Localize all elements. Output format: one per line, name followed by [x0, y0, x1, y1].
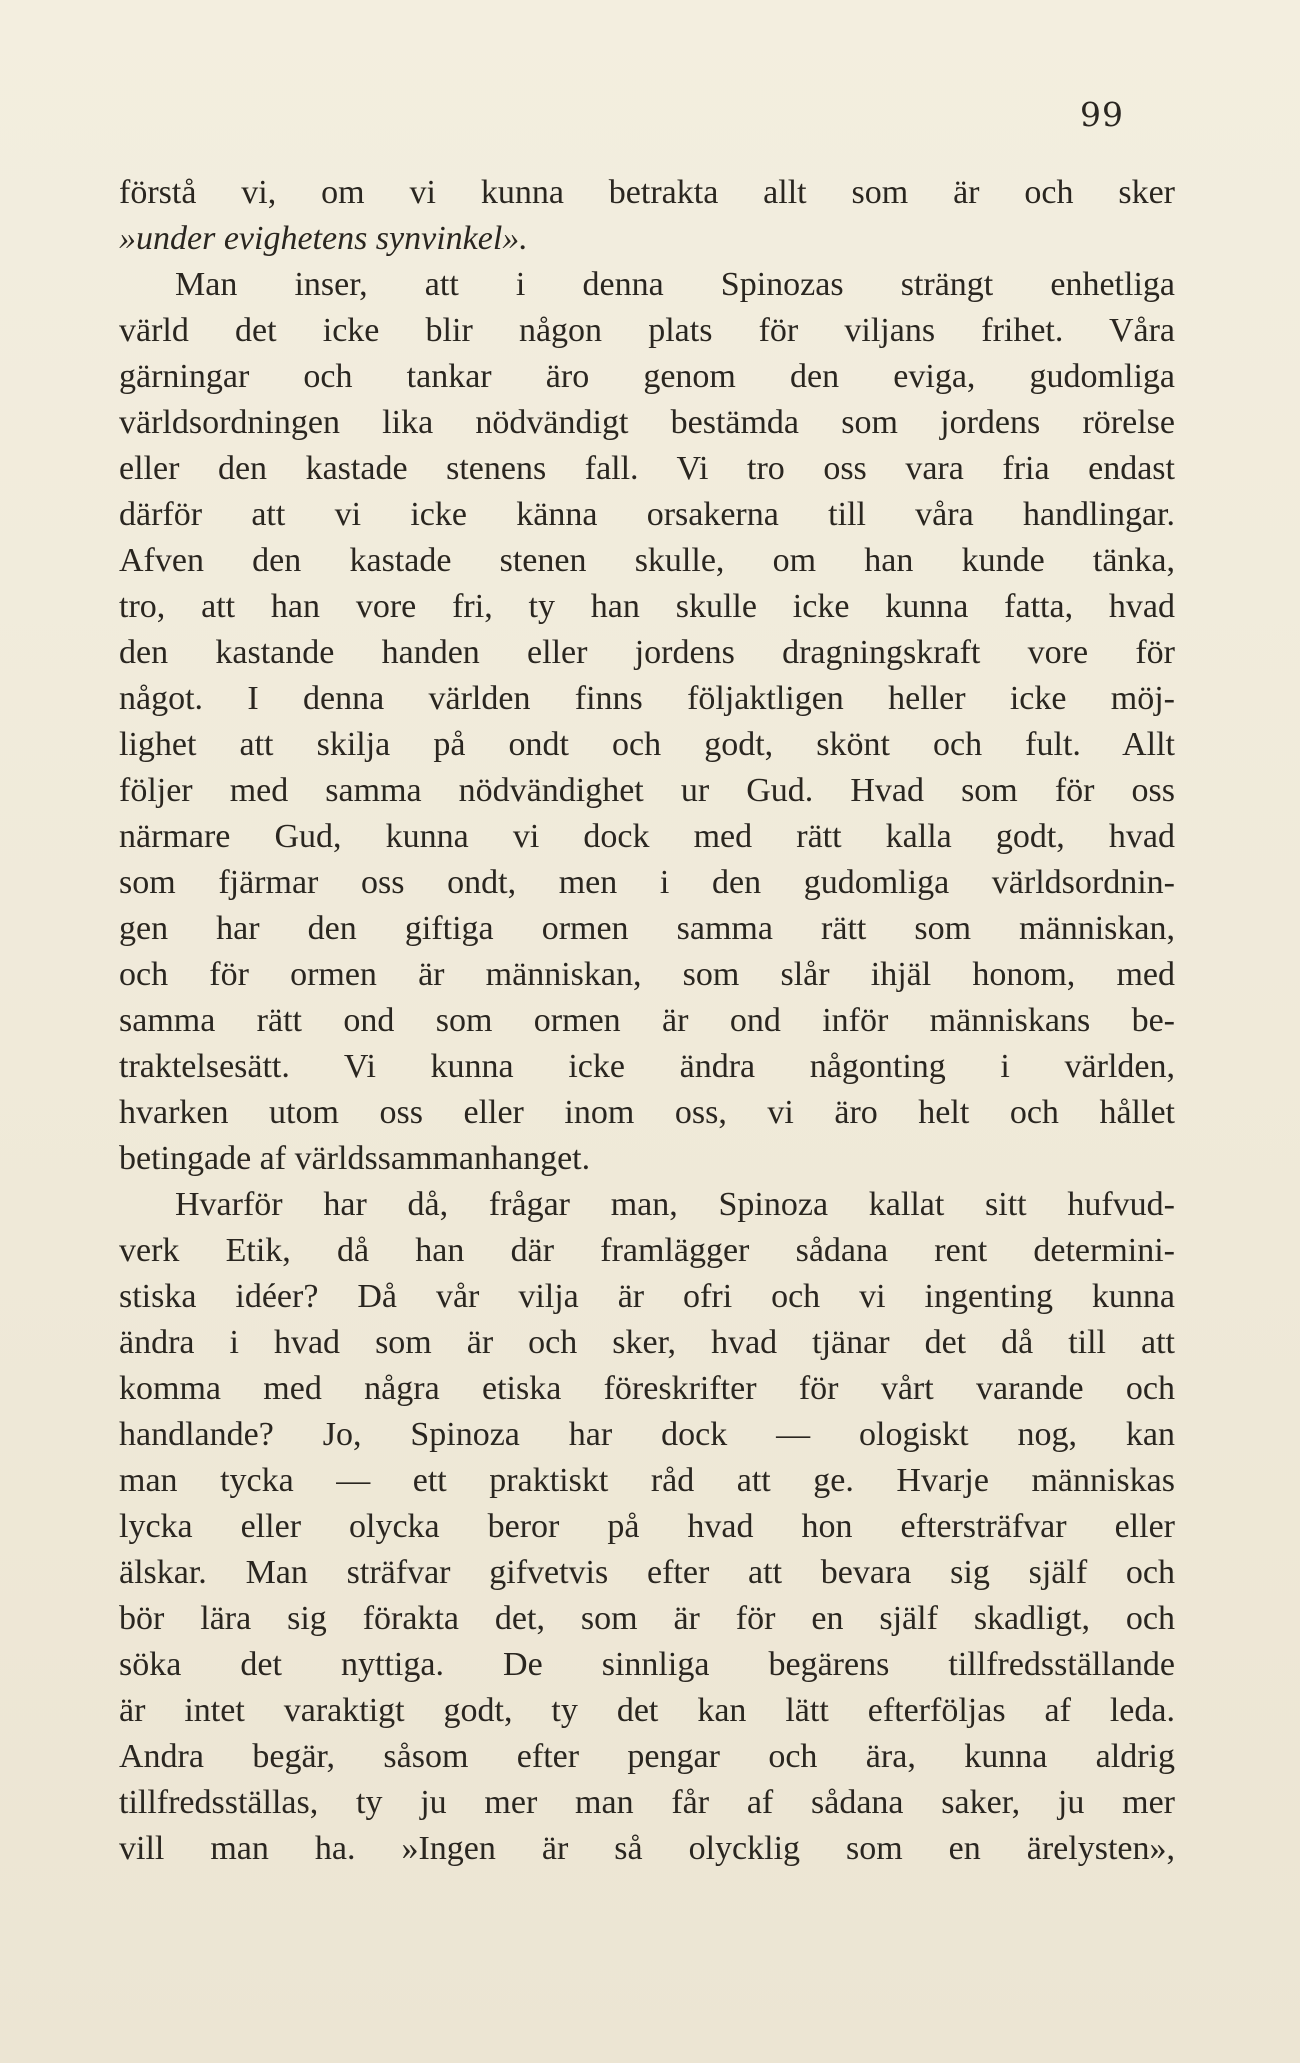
- text-line: gen har den giftiga ormen samma rätt som människan,: [119, 910, 1175, 947]
- text-line: älskar. Man sträfvar gifvetvis efter att bevara sig själf och: [119, 1554, 1175, 1591]
- page-number: 99: [1080, 95, 1124, 134]
- text-line: lycka eller olycka beror på hvad hon eftersträfvar eller: [119, 1508, 1175, 1545]
- text-line: världsordningen lika nödvändigt bestämda som jordens rörelse: [119, 404, 1175, 441]
- text-line: värld det icke blir någon plats för viljans frihet. Våra: [119, 312, 1175, 349]
- text-line: komma med några etiska föreskrifter för vårt varande och: [119, 1370, 1175, 1407]
- text-line: Andra begär, såsom efter pengar och ära, kunna aldrig: [119, 1738, 1175, 1775]
- text-line: verk Etik, då han där framlägger sådana rent determini-: [119, 1232, 1175, 1269]
- text-line: den kastande handen eller jordens dragningskraft vore för: [119, 634, 1175, 671]
- text-line: Man inser, att i denna Spinozas strängt enhetliga: [175, 266, 1175, 303]
- text-line: ändra i hvad som är och sker, hvad tjänar det då till att: [119, 1324, 1175, 1361]
- text-line: man tycka — ett praktiskt råd att ge. Hvarje människas: [119, 1462, 1175, 1499]
- text-line: gärningar och tankar äro genom den eviga, gudomliga: [119, 358, 1175, 395]
- text-line: handlande? Jo, Spinoza har dock — ologiskt nog, kan: [119, 1416, 1175, 1453]
- text-line: närmare Gud, kunna vi dock med rätt kalla godt, hvad: [119, 818, 1175, 855]
- text-line-italic: [119, 216, 1175, 262]
- text-line: betingade af världssammanhanget.: [119, 1140, 591, 1177]
- text-line: tro, att han vore fri, ty han skulle icke kunna fatta, hvad: [119, 588, 1175, 625]
- text-line: söka det nyttiga. De sinnliga begärens tillfredsställande: [119, 1646, 1175, 1683]
- text-line: följer med samma nödvändighet ur Gud. Hvad som för oss: [119, 772, 1175, 809]
- text-line: hvarken utom oss eller inom oss, vi äro helt och hållet: [119, 1094, 1175, 1131]
- text-line: därför att vi icke känna orsakerna till våra handlingar.: [119, 496, 1175, 533]
- text-line: Afven den kastade stenen skulle, om han kunde tänka,: [119, 542, 1175, 579]
- text-line: är intet varaktigt godt, ty det kan lätt efterföljas af leda.: [119, 1692, 1175, 1729]
- text-line: stiska idéer? Då vår vilja är ofri och vi ingenting kunna: [119, 1278, 1175, 1315]
- text-line: Hvarför har då, frågar man, Spinoza kallat sitt hufvud-: [175, 1186, 1175, 1223]
- text-line: tillfredsställas, ty ju mer man får af sådana saker, ju mer: [119, 1784, 1175, 1821]
- text-line: och för ormen är människan, som slår ihjäl honom, med: [119, 956, 1175, 993]
- text-line: samma rätt ond som ormen är ond inför människans be-: [119, 1002, 1175, 1039]
- text-line: förstå vi, om vi kunna betrakta allt som är och sker: [119, 174, 1175, 211]
- text-line: eller den kastade stenens fall. Vi tro oss vara fria endast: [119, 450, 1175, 487]
- text-line: bör lära sig förakta det, som är för en själf skadligt, och: [119, 1600, 1175, 1637]
- text-line: lighet att skilja på ondt och godt, skönt och fult. Allt: [119, 726, 1175, 763]
- text-line: något. I denna världen finns följaktligen heller icke möj-: [119, 680, 1175, 717]
- body-text: [119, 170, 1175, 1872]
- text-line: traktelsesätt. Vi kunna icke ändra någonting i världen,: [119, 1048, 1175, 1085]
- text-line: som fjärmar oss ondt, men i den gudomliga världsordnin-: [119, 864, 1175, 901]
- text-line: vill man ha. »Ingen är så olycklig som en ärelysten»,: [119, 1830, 1175, 1867]
- italic-phrase: »under evighetens synvinkel».: [119, 220, 528, 257]
